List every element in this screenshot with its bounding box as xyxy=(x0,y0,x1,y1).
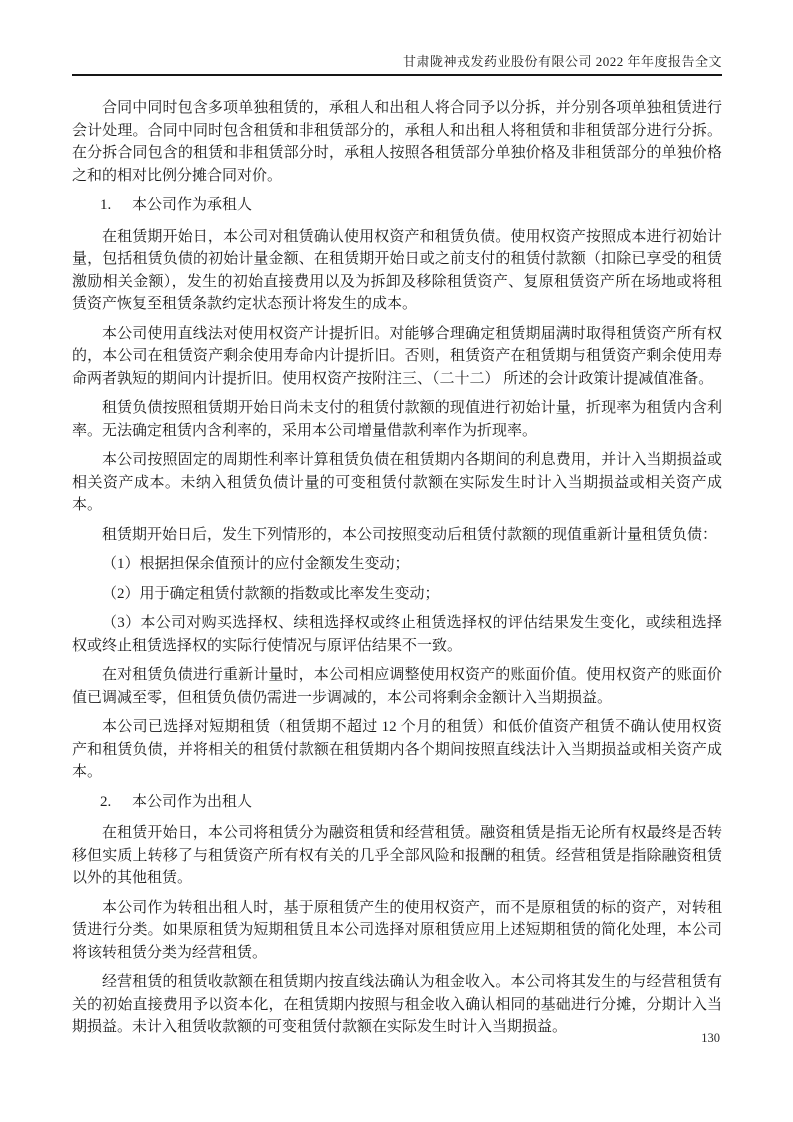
page-header xyxy=(72,51,722,70)
list-item: （2）用于确定租赁付款额的指数或比率发生变动； xyxy=(102,585,440,602)
paragraph: 在对租赁负债进行重新计量时，本公司相应调整使用权资产的账面价值。使用权资产的账面价值已调减至零，但租赁负债仍需进一步调减的，本公司将剩余金额计入当期损益。 xyxy=(72,667,722,706)
section-number: 1. xyxy=(100,197,112,213)
section-heading-lessee xyxy=(72,194,722,217)
paragraph: 经营租赁的租赁收款额在租赁期内按直线法确认为租金收入。本公司将其发生的与经营租赁有关的初始直接费用予以资本化，在租赁期内按照与租金收入确认相同的基础进行分摊，分期计入当期损益。未计入租赁收款额的可变租赁付款额在实际发生时计入当期损益。 xyxy=(72,974,722,1035)
paragraph: 租赁负债按照租赁期开始日尚未支付的租赁付款额的现值进行初始计量，折现率为租赁内含利率。无法确定租赁内含利率的，采用本公司增量借款利率作为折现率。 xyxy=(72,400,722,439)
paragraph: 租赁期开始日后，发生下列情形的，本公司按照变动后租赁付款额的现值重新计量租赁负债： xyxy=(102,526,718,543)
paragraph: 本公司已选择对短期租赁（租赁期不超过 12 个月的租赁）和低价值资产租赁不确认使用权资产和租赁负债，并将相关的租赁付款额在租赁期内各个期间按照直线法计入当期损益或相关资产成本。 xyxy=(72,719,722,780)
section-heading-lessor xyxy=(72,791,722,814)
paragraph: 本公司按照固定的周期性利率计算租赁负债在租赁期内各期间的利息费用，并计入当期损益或相关资产成本。未纳入租赁负债计量的可变租赁付款额在实际发生时计入当期损益或相关资产成本。 xyxy=(72,452,722,513)
paragraph: 本公司使用直线法对使用权资产计提折旧。对能够合理确定租赁期届满时取得租赁资产所有权的，本公司在租赁资产剩余使用寿命内计提折旧。否则，租赁资产在租赁期与租赁资产剩余使用寿命两者孰短的期间内计提折旧。使用权资产按附注三、（二十二） 所述的会计政策计提减值准备。 xyxy=(72,325,722,387)
paragraph: 本公司作为转租出租人时，基于原租赁产生的使用权资产，而不是原租赁的标的资产，对转租赁进行分类。如果原租赁为短期租赁且本公司选择对原租赁应用上述短期租赁的简化处理，本公司将该转租赁分类为经营租赁。 xyxy=(72,899,722,961)
header-rule xyxy=(72,74,722,76)
section-heading-label: 本公司作为出租人 xyxy=(132,793,253,810)
section-heading-label: 本公司作为承租人 xyxy=(132,197,253,213)
page-number-value: 130 xyxy=(701,1031,720,1045)
header-title: 甘肃陇神戎发药业股份有限公司 2022 年年度报告全文 xyxy=(402,54,722,69)
section-number: 2. xyxy=(100,793,112,810)
list-item: （1）根据担保余值预计的应付金额发生变动； xyxy=(102,556,410,572)
page-number xyxy=(701,1031,720,1046)
document-body xyxy=(72,97,722,1046)
list-item: （3）本公司对购买选择权、续租选择权或终止租赁选择权的评估结果发生变化，或续租选择权或终止租赁选择权的实际行使情况与原评估结果不一致。 xyxy=(72,615,722,654)
paragraph: 在租赁开始日，本公司将租赁分为融资租赁和经营租赁。融资租赁是指无论所有权最终是否转移但实质上转移了与租赁资产所有权有关的几乎全部风险和报酬的租赁。经营租赁是指除融资租赁以外的其他租赁。 xyxy=(72,825,722,886)
paragraph: 在租赁期开始日，本公司对租赁确认使用权资产和租赁负债。使用权资产按照成本进行初始计量，包括租赁负债的初始计量金额、在租赁期开始日或之前支付的租赁付款额（扣除已享受的租赁激励相关金额），发生的初始直接费用以及为拆卸及移除租赁资产、复原租赁资产所在场地或将租赁资产恢复至租赁条款约定状态预计将发生的成本。 xyxy=(72,228,722,312)
paragraph: 合同中同时包含多项单独租赁的，承租人和出租人将合同予以分拆，并分别各项单独租赁进行会计处理。合同中同时包含租赁和非租赁部分的，承租人和出租人将租赁和非租赁部分进行分拆。在分拆合同包含的租赁和非租赁部分时，承租人按照各租赁部分单独价格及非租赁部分的单独价格之和的相对比例分摊合同对价。 xyxy=(72,100,722,184)
